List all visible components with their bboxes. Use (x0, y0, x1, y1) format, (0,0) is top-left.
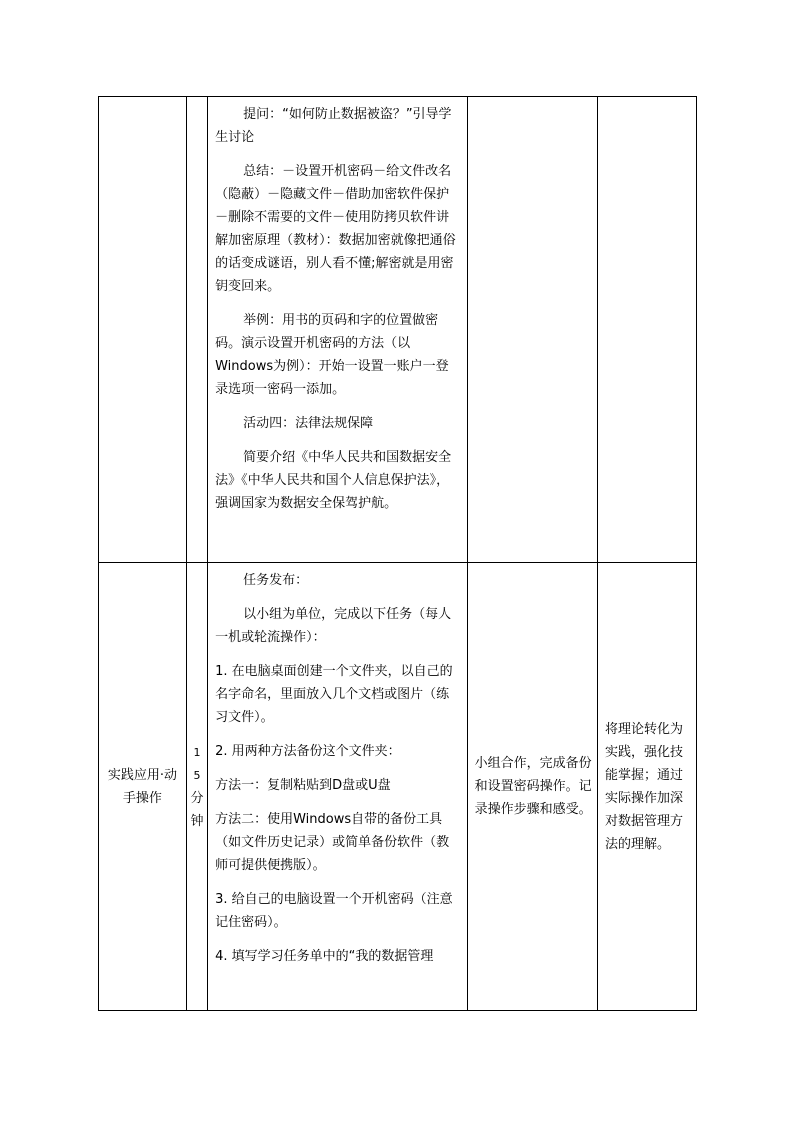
design-intent-cell (597, 563, 696, 1011)
task-intro: 以小组为单位，完成以下任务（每人一机或轮流操作）： (215, 607, 452, 645)
time-cell (186, 563, 207, 1011)
task-method-2: 方法二：使用Windows自带的备份工具（如文件历史记录）或简单备份软件（教师可提供便携版）。 (215, 812, 450, 873)
student-activity-cell (467, 97, 597, 563)
question-paragraph: 提问：“如何防止数据被盗？”引导学生讨论 (215, 107, 452, 145)
task-step-2: 2. 用两种方法备份这个文件夹： (215, 744, 401, 759)
teacher-activity-cell (208, 563, 468, 1011)
stage-label: 实践应用·动手操作 (107, 767, 177, 806)
student-activity-text: 小组合作，完成备份和设置密码操作。记录操作步骤和感受。 (474, 756, 592, 817)
table-row (99, 563, 697, 1011)
table-row (99, 97, 697, 563)
design-intent-text: 将理论转化为实践，强化技能掌握；通过实际操作加深对数据管理方法的理解。 (604, 721, 683, 852)
student-activity-cell (467, 563, 597, 1011)
task-step-3: 3. 给自己的电脑设置一个开机密码（注意记住密码）。 (215, 892, 453, 930)
stage-cell (99, 563, 187, 1011)
task-method-1: 方法一：复制粘贴到D盘或U盘 (215, 778, 391, 793)
law-paragraph: 简要介绍《中华人民共和国数据安全法》《中华人民共和国个人信息保护法》，强调国家为数据安全保驾护航。 (215, 450, 452, 511)
design-intent-cell (597, 97, 696, 563)
example-paragraph: 举例：用书的页码和字的位置做密码。演示设置开机密码的方法（以Windows为例）：开始一设置一账户一登录选项一密码一添加。 (215, 313, 449, 397)
stage-cell (99, 97, 187, 563)
lesson-plan-table (98, 96, 697, 1011)
teacher-activity-cell (208, 97, 468, 563)
time-cell (186, 97, 207, 563)
task-step-4: 4. 填写学习任务单中的“我的数据管理 (215, 949, 434, 964)
task-heading: 任务发布： (243, 573, 309, 588)
activity-heading: 活动四：法律法规保障 (243, 416, 374, 431)
time-label: 1 5 分 钟 (190, 745, 204, 829)
summary-paragraph: 总结：－设置开机密码－给文件改名（隐蔽）－隐藏文件－借助加密软件保护－删除不需要的文件－使用防拷贝软件讲解加密原理（教材）：数据加密就像把通俗的话变成谜语，别人看不懂;解密就是用密钥变回来。 (215, 164, 456, 294)
task-step-1: 1. 在电脑桌面创建一个文件夹，以自己的名字命名，里面放入几个文档或图片（练习文件）。 (215, 664, 453, 725)
